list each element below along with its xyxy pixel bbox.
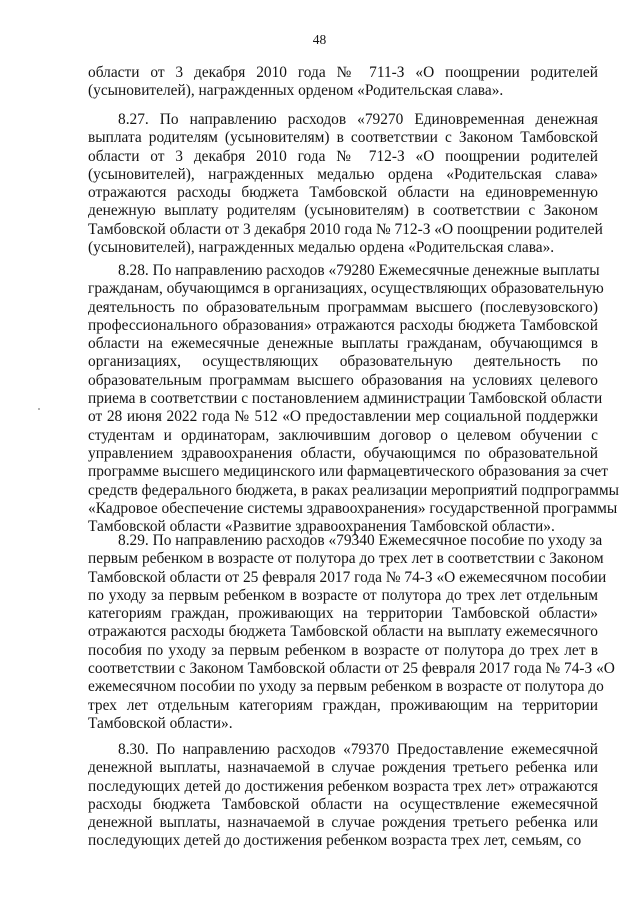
text-line: выплата родителям (усыновителям) в соответствии с Законом Тамбовской: [88, 129, 598, 147]
text-line: 8.27. По направлению расходов «79270 Единовременная денежная: [118, 111, 598, 128]
text-line: категориям граждан, проживающих на территории Тамбовской области»: [88, 605, 598, 623]
text-line: гражданам, обучающимся в организациях, осуществляющих образовательную: [88, 280, 604, 298]
text-line: Тамбовской области от 25 февраля 2017 года № 74-З «О ежемесячном пособии: [88, 568, 607, 586]
text-line: управлением здравоохранения области, обучающимся по образовательной: [88, 444, 598, 462]
text-line: денежной выплаты, назначаемой в случае рождения третьего ребенка или: [88, 814, 598, 832]
text-line: последующих детей до достижения ребенком возраста трех лет» отражаются: [88, 777, 598, 795]
text-line: расходы бюджета Тамбовской области на осуществление ежемесячной: [88, 795, 598, 813]
page-number: 48: [312, 32, 327, 47]
text-line: денежную выплату родителям (усыновителям) в соответствии с Законом: [88, 202, 598, 220]
text-line: профессионального образования» отражаются расходы бюджета Тамбовской: [88, 316, 598, 334]
paragraph-continuation: [88, 64, 598, 101]
text-line: организациях, осуществляющих образовательную деятельность по: [88, 353, 598, 371]
text-line: (усыновителей), награжденных медалью ордена «Родительская слава».: [88, 239, 555, 257]
paragraph-8-30: [88, 741, 598, 851]
text-line: области от 3 декабря 2010 года № 711-З «О поощрении родителей: [88, 64, 598, 81]
paragraph-8-29: [88, 532, 615, 733]
text-line: первым ребенком в возрасте от полутора до трех лет в соответствии с Законом: [88, 550, 604, 568]
text-line: области на ежемесячные денежные выплаты гражданам, обучающимся в: [88, 335, 598, 353]
text-line: программе высшего медицинского или фармацевтического образования за счет: [88, 463, 608, 481]
paragraph-8-27: [88, 111, 603, 257]
scan-dot: [38, 408, 40, 410]
text-line: образовательным программам высшего образования на условиях целевого: [88, 371, 598, 389]
text-line: (усыновителей), награжденных орденом «Родительская слава».: [88, 82, 504, 100]
text-line: средств федерального бюджета, в раках реализации мероприятий подпрограммы: [88, 481, 619, 499]
text-line: Тамбовской области».: [88, 714, 233, 732]
text-line: Тамбовской области от 3 декабря 2010 года № 712-З «О поощрении родителей: [88, 220, 603, 238]
text-line: деятельность по образовательным программам высшего (послевузовского): [88, 298, 598, 316]
text-line: соответствии с Законом Тамбовской области от 25 февраля 2017 года № 74-З «О: [88, 660, 615, 678]
text-line: 8.29. По направлению расходов «79340 Ежемесячное пособие по уходу за: [118, 532, 603, 549]
text-line: Тамбовской области «Развитие здравоохранения Тамбовской области».: [88, 518, 555, 536]
text-line: приема в соответствии с постановлением администрации Тамбовской области: [88, 390, 603, 408]
text-line: денежной выплаты, назначаемой в случае рождения третьего ребенка или: [88, 759, 598, 777]
text-line: области от 3 декабря 2010 года № 712-З «О поощрении родителей: [88, 147, 598, 165]
paragraph-8-28: [88, 262, 619, 536]
text-line: пособия по уходу за первым ребенком в возрасте от полутора до трех лет в: [88, 641, 598, 659]
text-line: отражаются расходы бюджета Тамбовской области на единовременную: [88, 184, 598, 202]
text-line: трех лет отдельным категориям граждан, проживающим на территории: [88, 696, 598, 714]
text-line: ежемесячном пособии по уходу за первым ребенком в возрасте от полутора до: [88, 678, 604, 696]
text-line: последующих детей до достижения ребенком возраста трех лет, семьям, со: [88, 832, 582, 850]
text-line: «Кадровое обеспечение системы здравоохранения» государственной программы: [88, 499, 618, 517]
text-line: от 28 июня 2022 года № 512 «О предоставлении мер социальной поддержки: [88, 408, 598, 426]
text-line: отражаются расходы бюджета Тамбовской области на выплату ежемесячного: [88, 623, 598, 641]
text-line: 8.28. По направлению расходов «79280 Ежемесячные денежные выплаты: [118, 262, 600, 279]
text-line: студентам и ординаторам, заключившим договор о целевом обучении с: [88, 426, 598, 444]
text-line: по уходу за первым ребенком в возрасте от полутора до трех лет отдельным: [88, 586, 598, 604]
text-line: (усыновителей), награжденных медалью ордена «Родительская слава»: [88, 165, 598, 183]
text-line: 8.30. По направлению расходов «79370 Предоставление ежемесячной: [118, 741, 598, 758]
